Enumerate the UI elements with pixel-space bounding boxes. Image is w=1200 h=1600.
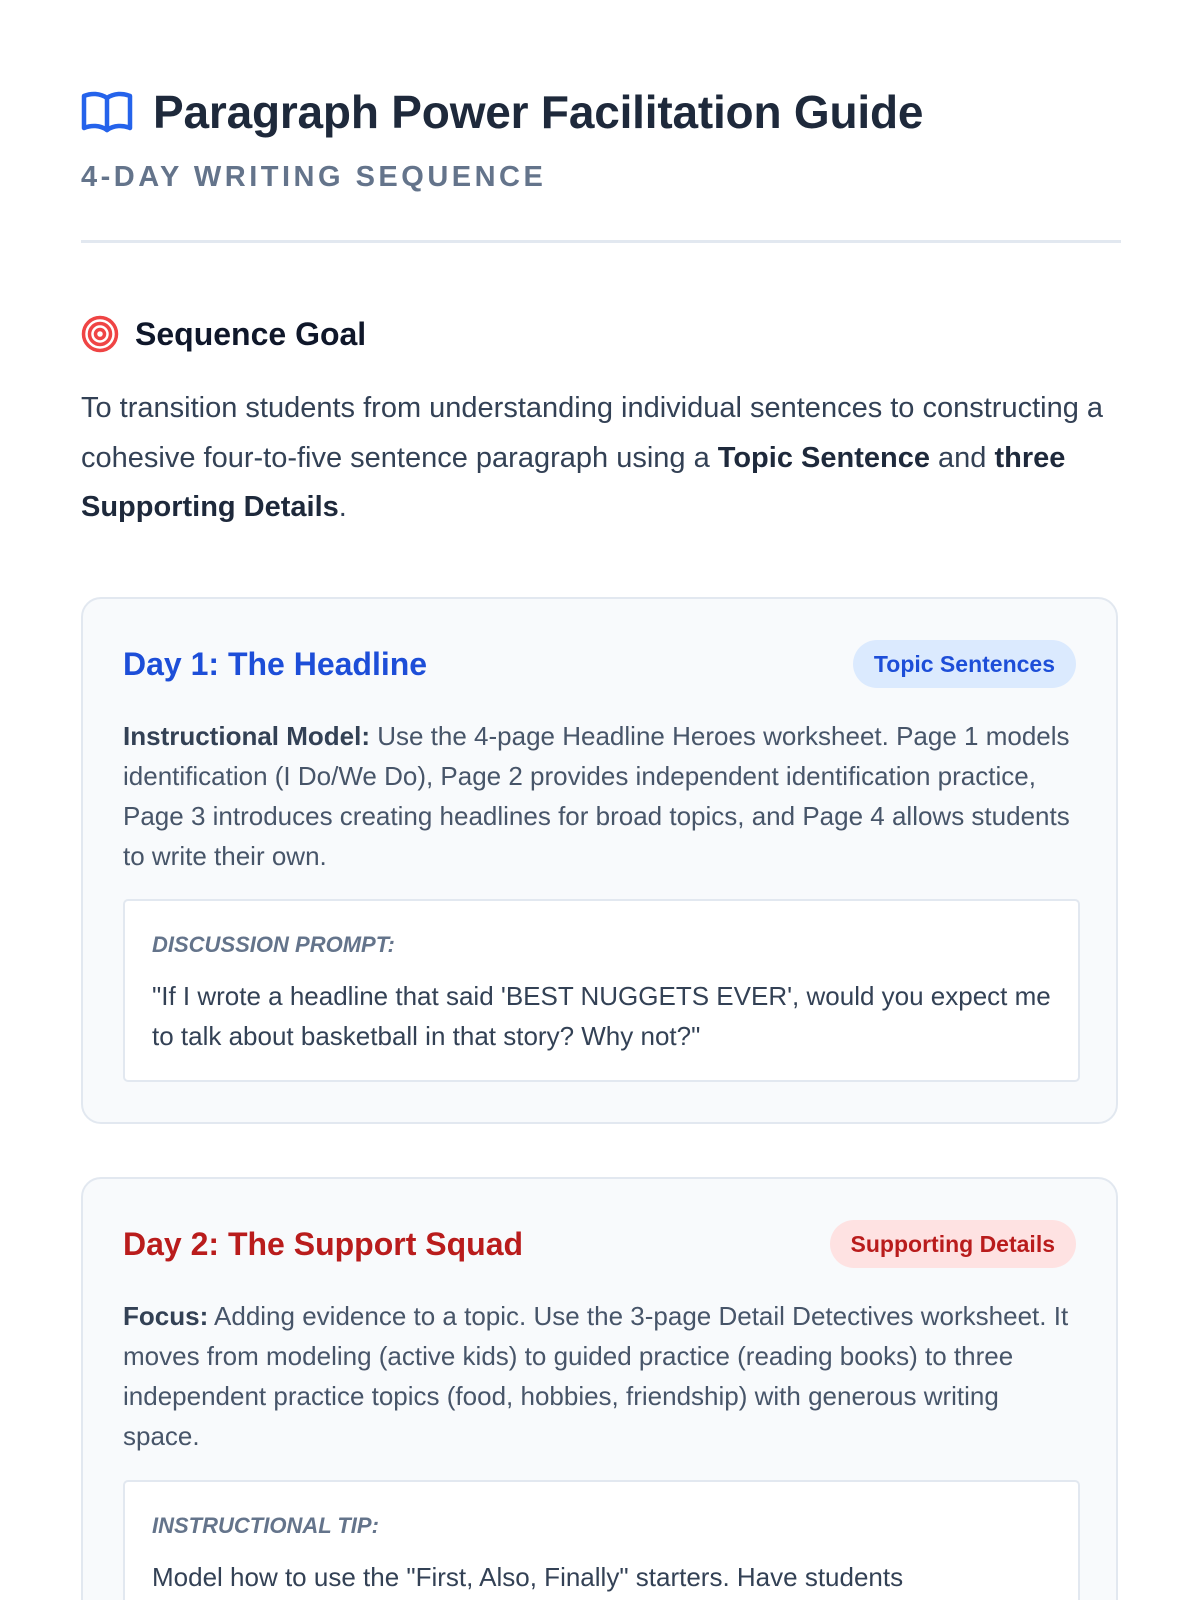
- day-card: [81, 1177, 1118, 1600]
- skill-badge: Supporting Details: [830, 1220, 1076, 1268]
- note-text: "If I wrote a headline that said 'BEST NUGGETS EVER', would you expect me to talk about basketball in that story? Why not?": [152, 981, 1051, 1051]
- description-label: Focus:: [123, 1301, 209, 1331]
- page-header: [81, 84, 1121, 193]
- day-title: Day 1: The Headline: [123, 646, 428, 682]
- instructional-tip-box: [123, 1480, 1080, 1600]
- note-text: Model how to use the "First, Also, Finally" starters. Have students: [152, 1562, 904, 1592]
- goal-description: [81, 384, 1121, 533]
- skill-badge: Topic Sentences: [853, 640, 1076, 688]
- day-description: [123, 1296, 1080, 1456]
- day-title: Day 2: The Support Squad: [123, 1226, 524, 1262]
- day-description: [123, 716, 1080, 876]
- note-label: DISCUSSION PROMPT:: [152, 932, 395, 957]
- description-label: Instructional Model:: [123, 721, 370, 751]
- goal-emphasis-supporting-details: three Supporting Details: [81, 441, 1066, 523]
- goal-emphasis-topic-sentence: Topic Sentence: [717, 441, 930, 474]
- goal-text-part: .: [338, 491, 347, 523]
- description-text: Adding evidence to a topic. Use the 3-page Detail Detectives worksheet. It moves from modeling (active kids) to guided practice (reading books) to three independent practice topics (food, hobbies, friendship) with generous writing space.: [123, 1301, 1069, 1451]
- goal-text-part: To transition students from understanding individual sentences to constructing a cohesive four-to-five sentence paragraph using a: [81, 392, 1104, 474]
- goal-heading: [81, 312, 366, 356]
- target-icon: [81, 315, 119, 353]
- note-label: INSTRUCTIONAL TIP:: [152, 1513, 379, 1538]
- page-title: Paragraph Power Facilitation Guide: [153, 86, 924, 138]
- header-divider: [81, 240, 1121, 243]
- goal-text-part: and: [929, 441, 995, 474]
- description-text: Use the 4-page Headline Heroes worksheet. Page 1 models identification (I Do/We Do), Page 2 provides independent identification practice, Page 3 introduces creating headlines for broad topics, and Page 4 allows students to write their own.: [123, 721, 1070, 871]
- open-book-icon: [81, 91, 133, 133]
- discussion-prompt-box: [123, 899, 1080, 1082]
- day-card: [81, 597, 1118, 1124]
- goal-title: Sequence Goal: [135, 316, 367, 352]
- page-subtitle: 4-DAY WRITING SEQUENCE: [81, 161, 547, 193]
- title-row: [81, 84, 1121, 140]
